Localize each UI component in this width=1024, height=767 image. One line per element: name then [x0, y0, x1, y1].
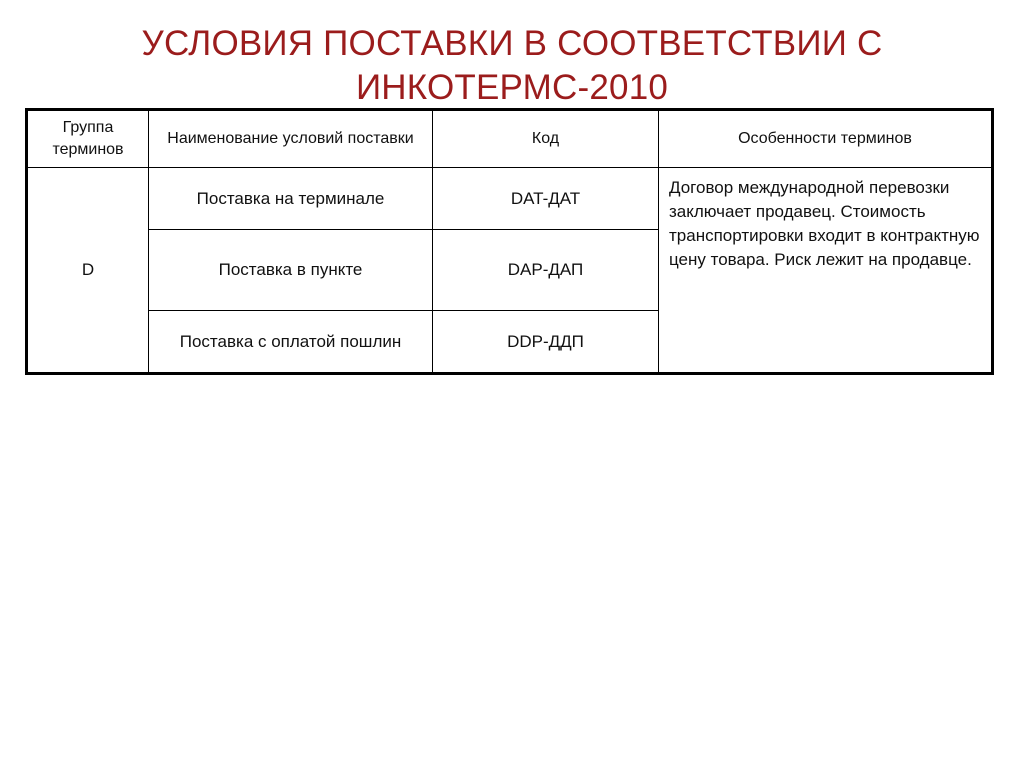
incoterms-table: [25, 108, 994, 375]
term-code-cell: DAP-ДАП: [433, 230, 659, 311]
term-name-cell: Поставка на терминале: [149, 168, 433, 230]
group-cell: D: [27, 168, 149, 374]
header-group: Группа терминов: [27, 110, 149, 168]
header-code: Код: [433, 110, 659, 168]
table-row: [27, 168, 993, 230]
term-code-cell: DDP-ДДП: [433, 311, 659, 374]
features-cell: Договор международной перевозки заключает продавец. Стоимость транспортировки входит в контрактную цену товара. Риск лежит на продавце.: [659, 168, 993, 374]
slide-title-line-2: ИНКОТЕРМС-2010: [355, 68, 669, 107]
term-name-cell: Поставка в пункте: [149, 230, 433, 311]
header-name: Наименование условий поставки: [149, 110, 433, 168]
term-name-cell: Поставка с оплатой пошлин: [149, 311, 433, 374]
term-code-cell: DAT-ДАТ: [433, 168, 659, 230]
slide-title-line-1: УСЛОВИЯ ПОСТАВКИ В СООТВЕТСТВИИ С: [141, 24, 883, 63]
header-features: Особенности терминов: [659, 110, 993, 168]
table-header-row: [27, 110, 993, 168]
slide-title: [0, 22, 1024, 110]
